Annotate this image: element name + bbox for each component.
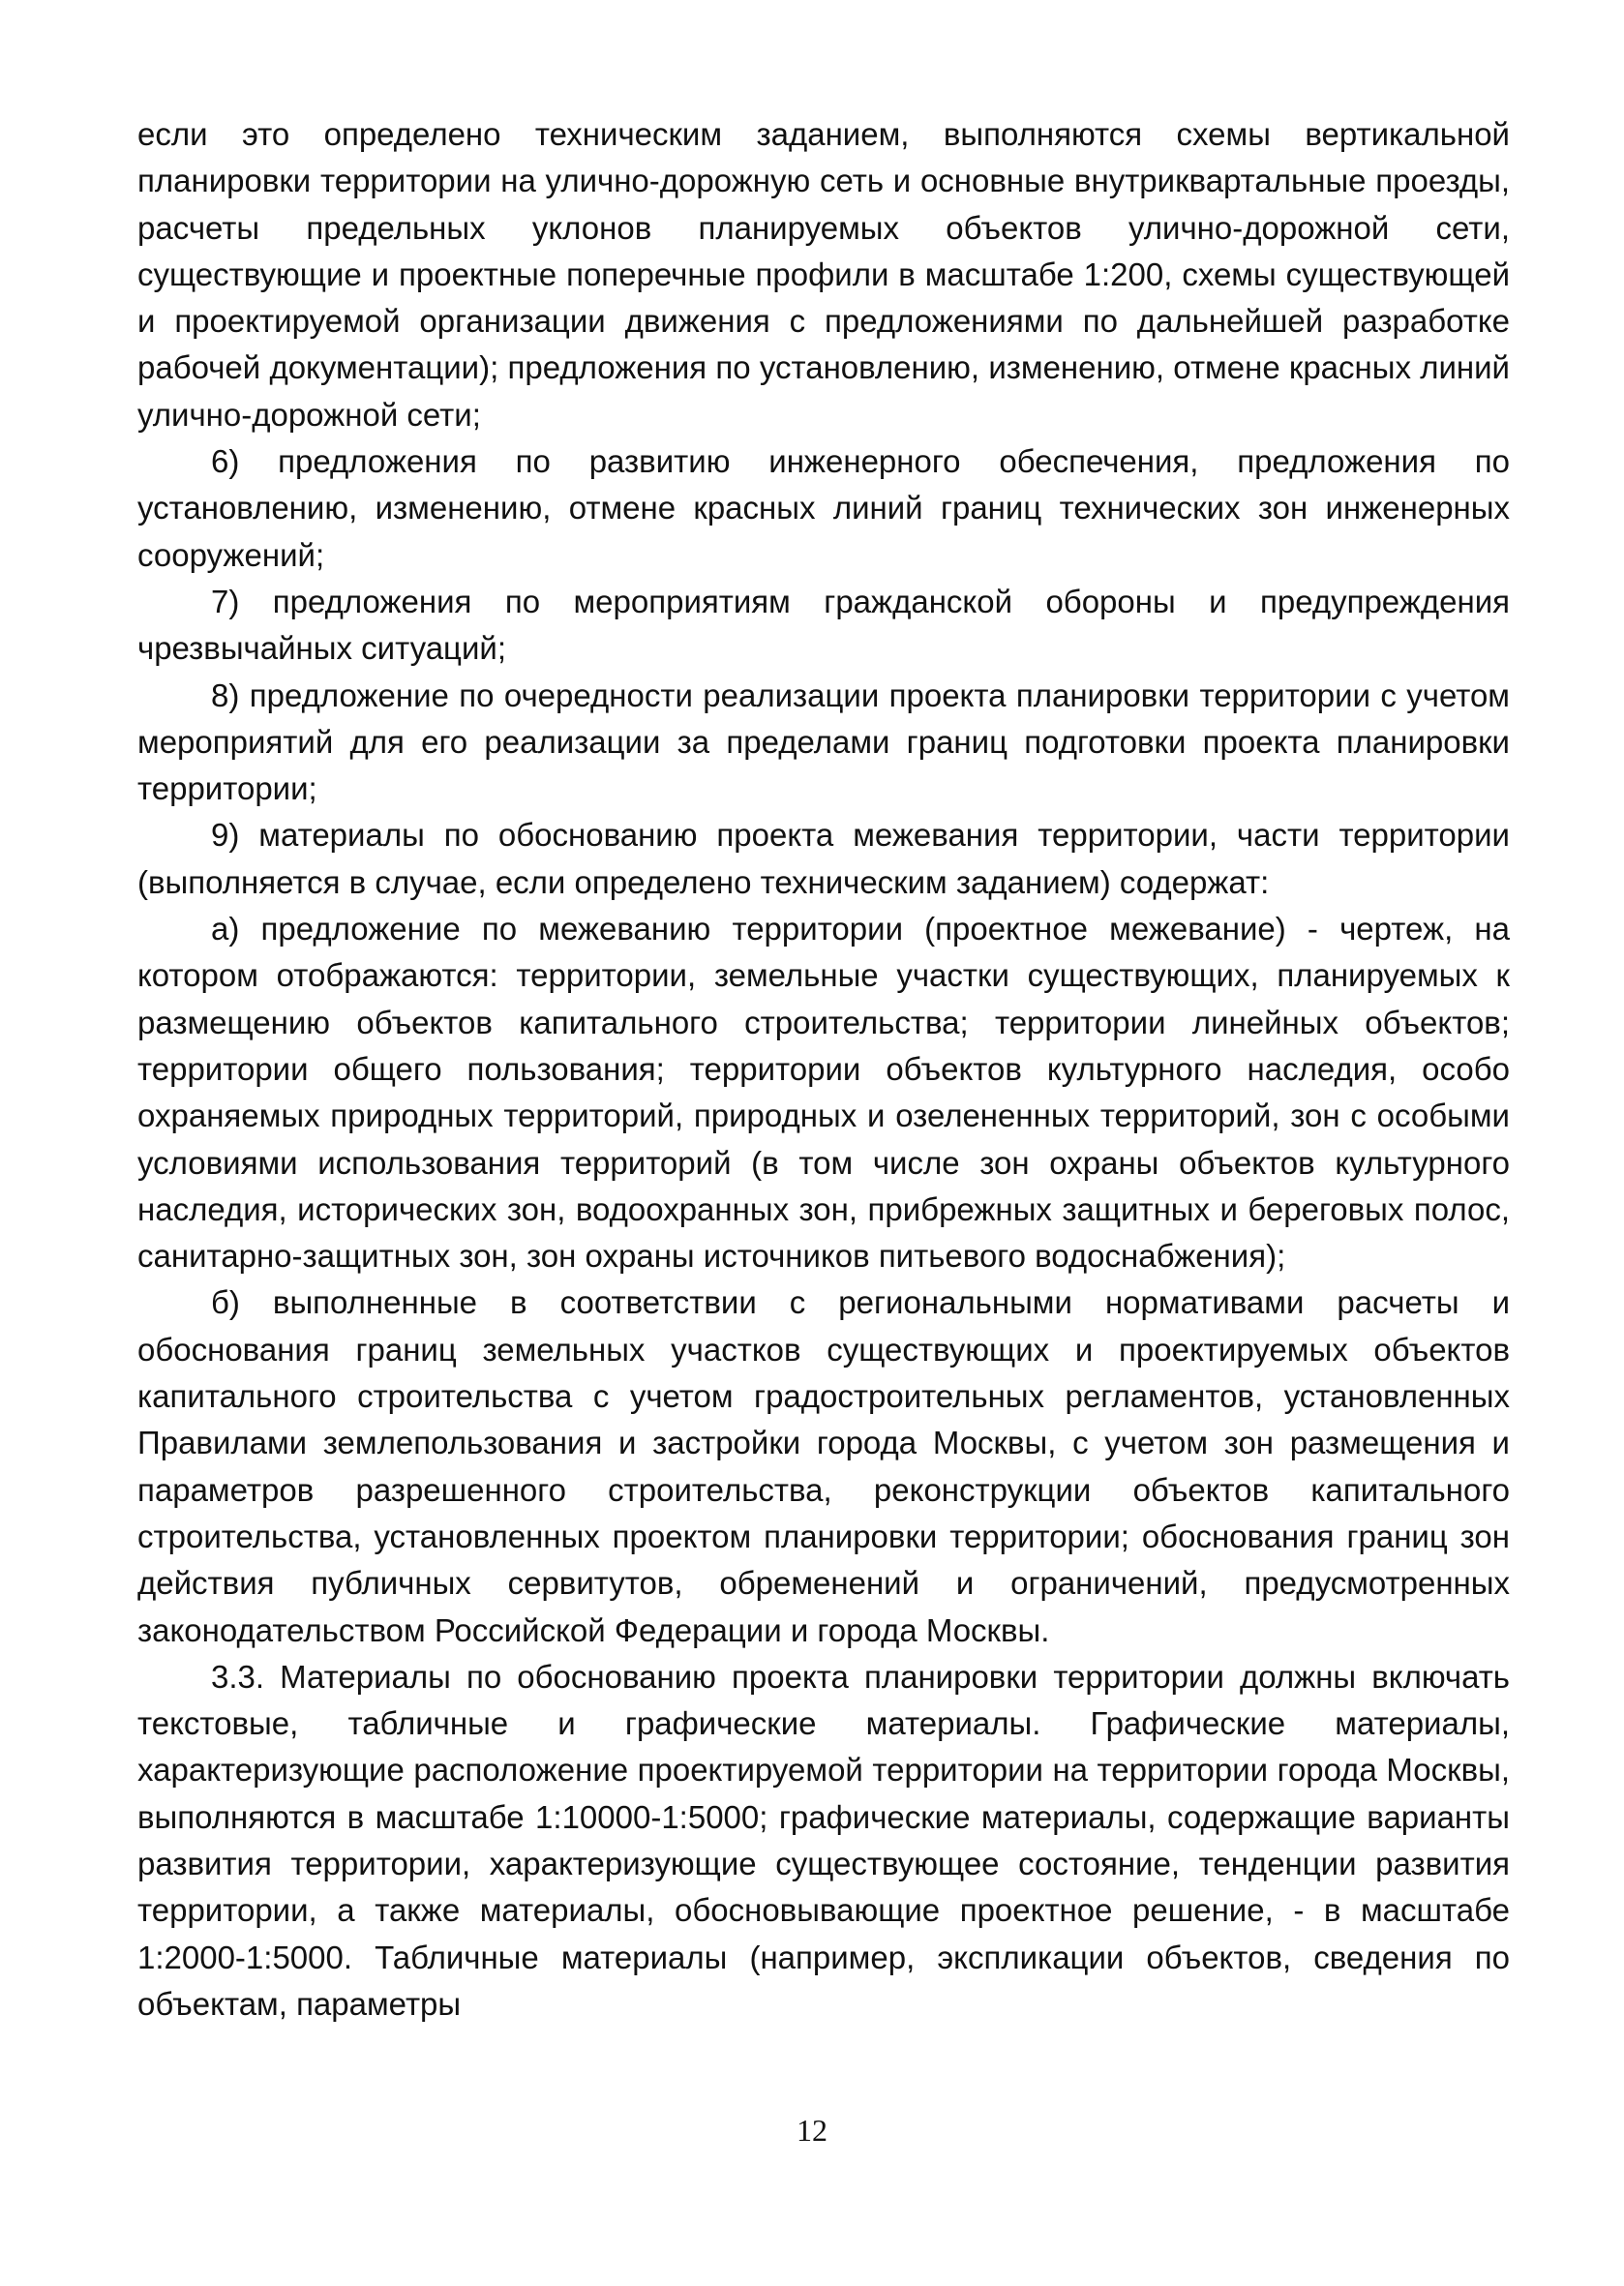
paragraph-item-9: 9) материалы по обоснованию проекта межевания территории, части территории (выполняется в случае, если определено техническим заданием) содержат: bbox=[137, 817, 1510, 900]
paragraph-item-8: 8) предложение по очередности реализации проекта планировки территории с учетом мероприятий для его реализации за пределами границ подготовки проекта планировки территории; bbox=[137, 677, 1510, 807]
paragraph-item-7: 7) предложения по мероприятиям гражданской обороны и предупреждения чрезвычайных ситуаций; bbox=[137, 583, 1510, 667]
paragraph-item-6: 6) предложения по развитию инженерного обеспечения, предложения по установлению, изменению, отмене красных линий границ технических зон инженерных сооружений; bbox=[137, 443, 1510, 573]
paragraph-subitem-b: б) выполненные в соответствии с региональными нормативами расчеты и обоснования границ земельных участков существующих и проектируемых объектов капитального строительства с учетом градостроительных регламентов, установленных Правилами землепользования и застройки города Москвы, с учетом зон размещения и параметров разрешенного строительства, реконструкции объектов капитального строительства, установленных проектом планировки территории; обоснования границ зон действия публичных сервитутов, обременений и ограничений, предусмотренных законодательством Российской Федерации и города Москвы. bbox=[137, 1284, 1510, 1648]
page-number: 12 bbox=[797, 2113, 827, 2148]
paragraph-continuation: если это определено техническим заданием, выполняются схемы вертикальной планировки территории на улично-дорожную сеть и основные внутриквартальные проезды, расчеты предельных уклонов планируемых объектов улично-дорожной сети, существующие и проектные поперечные профили в масштабе 1:200, схемы существующей и проектируемой организации движения с предложениями по дальнейшей разработке рабочей документации); предложения по установлению, изменению, отмене красных линий улично-дорожной сети; bbox=[137, 116, 1510, 433]
paragraph-section-3-3: 3.3. Материалы по обоснованию проекта планировки территории должны включать текстовые, табличные и графические материалы. Графические материалы, характеризующие расположение проектируемой территории на территории города Москвы, выполняются в масштабе 1:10000-1:5000; графические материалы, содержащие варианты развития территории, характеризующие существующее состояние, тенденции развития территории, а также материалы, обосновывающие проектное решение, - в масштабе 1:2000-1:5000. Табличные материалы (например, экспликации объектов, сведения по объектам, параметры bbox=[137, 1658, 1510, 2022]
paragraph-subitem-a: а) предложение по межеванию территории (проектное межевание) - чертеж, на котором отображаются: территории, земельные участки существующих, планируемых к размещению объектов капитального строительства; территории линейных объектов; территории общего пользования; территории объектов культурного наследия, особо охраняемых природных территорий, природных и озелененных территорий, зон с особыми условиями использования территорий (в том числе зон охраны объектов культурного наследия, исторических зон, водоохранных зон, прибрежных защитных и береговых полос, санитарно-защитных зон, зон охраны источников питьевого водоснабжения); bbox=[137, 911, 1510, 1275]
body-text bbox=[137, 111, 1510, 2028]
